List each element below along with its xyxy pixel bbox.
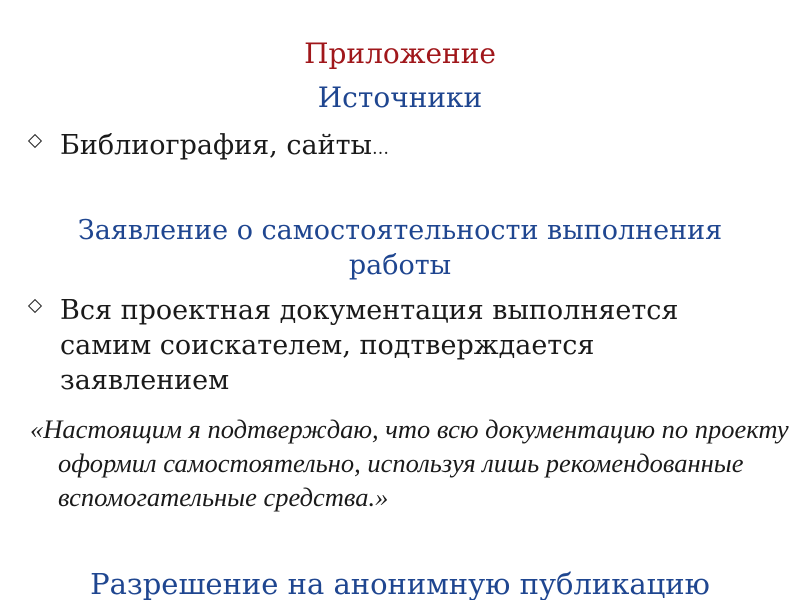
appendix-heading: Приложение: [304, 37, 496, 70]
statement-quote: «Настоящим я подтверждаю, что всю документацию по проекту оформил самостоятельно, используя лишь рекомендованные вспомогательные средства.»: [30, 414, 789, 512]
diamond-bullet-icon: [28, 299, 42, 313]
publication-permission-title: Разрешение на анонимную публикацию: [90, 567, 710, 600]
bibliography-ellipsis: …: [372, 139, 391, 159]
statement-section-title: Заявление о самостоятельности выполнения работы: [77, 215, 723, 281]
documentation-text: Вся проектная документация выполняется самим соискателем, подтверждается заявлением: [60, 295, 679, 396]
bibliography-label: Библиография, сайты: [60, 130, 372, 161]
bibliography-text: [60, 128, 760, 167]
sources-heading: Источники: [317, 81, 483, 114]
diamond-bullet-icon: [28, 134, 42, 148]
